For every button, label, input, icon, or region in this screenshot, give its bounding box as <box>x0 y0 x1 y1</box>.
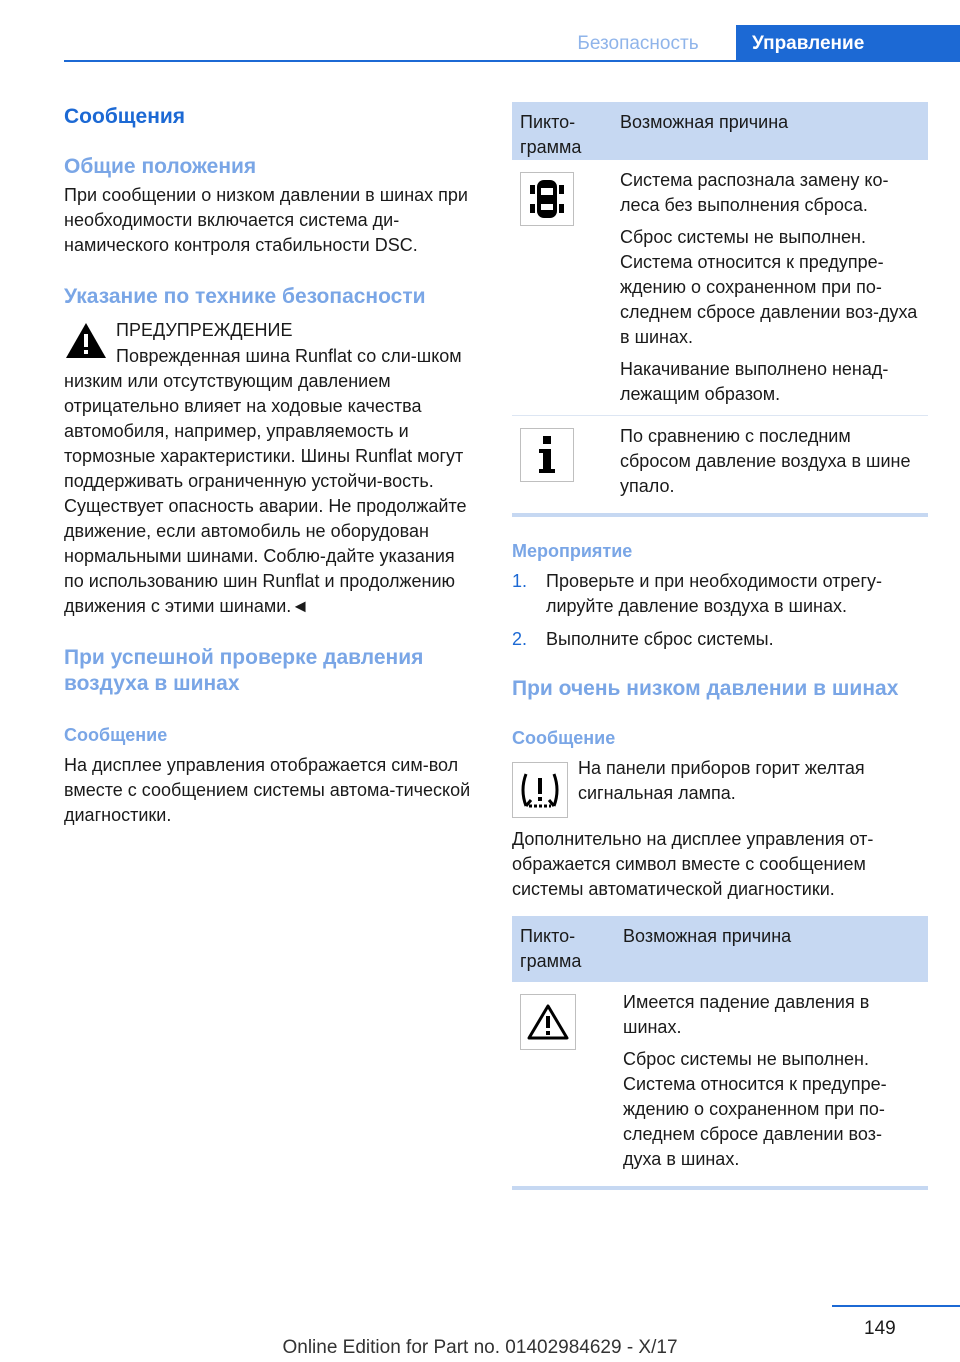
header-chapter-tab: Управление <box>736 25 960 62</box>
step-number: 1. <box>512 571 528 591</box>
message-text: На дисплее управления отображается сим-вол вместе с сообщением системы автома-тической диагностики. <box>64 755 471 825</box>
extra-text: Дополнительно на дисплее управления от-ображается символ вместе с сообщением системы автоматической диагностики. <box>512 829 874 899</box>
step-text: Выполните сброс системы. <box>546 629 774 649</box>
right-column <box>512 102 928 1190</box>
cause-text: Имеется падение давления в шинах. <box>623 992 870 1037</box>
cause-text: Накачивание выполнено ненад-лежащим образом. <box>620 359 889 404</box>
general-heading: Общие положения <box>64 155 257 178</box>
lamp-text: На панели приборов горит желтая сигнальная лампа. <box>578 758 865 803</box>
table-header-row <box>512 916 928 982</box>
left-column <box>64 96 476 828</box>
tire-pressure-warning-icon <box>512 762 568 818</box>
header-rule <box>64 60 960 62</box>
cause-text: Система распознала замену ко-леса без выполнения сброса. <box>620 170 889 215</box>
info-icon <box>520 428 574 482</box>
measures-heading: Мероприятие <box>512 541 633 561</box>
warning-label: ПРЕДУПРЕЖДЕНИЕ <box>116 320 293 340</box>
list-item <box>512 627 928 652</box>
table-header-pictogram: Пикто-грамма <box>512 916 615 982</box>
step-text: Проверьте и при необходимости отрегу-лируйте давление воздуха в шинах. <box>546 571 883 616</box>
steps-list <box>512 569 928 652</box>
table-header-pictogram: Пикто-грамма <box>512 102 612 160</box>
warning-block <box>64 318 476 619</box>
table-row <box>512 416 928 514</box>
table-end-rule <box>512 1186 928 1190</box>
lamp-block <box>512 756 928 814</box>
message-heading: Сообщение <box>64 725 168 745</box>
pictogram-table-1 <box>512 102 928 513</box>
list-item <box>512 569 928 619</box>
warning-text: Поврежденная шина Runflat со сли-шком низким или отсутствующим давлением отрицательно влияет на ходовые качества автомобиля, например, управляемость и тормозные характеристики. Шины Runflat могут поддерживать ограниченную устойчи-вость. Существует опасность аварии. Не продолжайте движение, если автомобиль не оборудован нормальными шинами. Соблю-дайте указания по использованию шин Runflat и продолжению движения с этими шинами.◄ <box>64 346 467 616</box>
table-row <box>512 982 928 1186</box>
warning-triangle-icon <box>64 320 108 360</box>
footer-rule <box>832 1305 960 1307</box>
page-number: 149 <box>864 1318 896 1339</box>
low-pressure-heading: При очень низком давлении в шинах <box>512 677 899 700</box>
message-heading: Сообщение <box>512 728 616 748</box>
step-number: 2. <box>512 629 528 649</box>
success-heading: При успешной проверке давления воздуха в шинах <box>64 646 424 695</box>
table-header-row <box>512 102 928 160</box>
general-text: При сообщении о низком давлении в шинах при необходимости включается система ди-намического контроля стабильности DSC. <box>64 185 468 255</box>
safety-heading: Указание по технике безопасности <box>64 285 426 308</box>
pictogram-table-2 <box>512 916 928 1186</box>
cause-text: По сравнению с последним сбросом давление воздуха в шине упало. <box>620 426 911 496</box>
cause-text: Сброс системы не выполнен. Система относится к предупре-ждению о сохраненном при по-следнем сбросе давлении воз-духа в шинах. <box>620 227 918 347</box>
table-end-rule <box>512 513 928 517</box>
table-header-cause: Возможная причина <box>612 102 928 160</box>
header-section-tab: Безопасность <box>577 33 699 54</box>
warning-triangle-icon <box>520 994 576 1050</box>
edition-text: Online Edition for Part no. 01402984629 - X/17 <box>282 1337 678 1358</box>
table-header-cause: Возможная причина <box>615 916 928 982</box>
car-tire-reset-icon <box>520 172 574 226</box>
cause-text: Сброс системы не выполнен. Система относится к предупре-ждению о сохраненном при по-следнем сбросе давлении воз-духа в шинах. <box>623 1049 887 1169</box>
table-row <box>512 160 928 416</box>
messages-title: Сообщения <box>64 105 186 128</box>
